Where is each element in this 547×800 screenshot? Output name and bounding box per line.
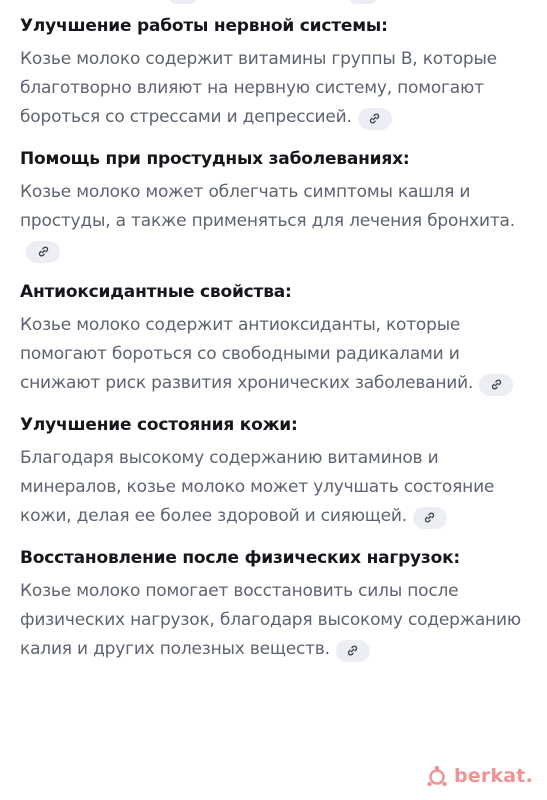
source-link-button[interactable] [479, 374, 513, 396]
section-title: Помощь при простудных заболеваниях: [20, 149, 410, 169]
section-text-block [20, 577, 535, 664]
link-icon [368, 112, 381, 125]
benefit-section-recovery [20, 546, 535, 664]
section-text: Козье молоко содержит витамины группы B, которые благотворно влияют на нервную систему, помогают бороться со стрессами и депрессией. [20, 49, 497, 127]
benefit-section-colds [20, 147, 535, 265]
section-text: Козье молоко помогает восстановить силы после физических нагрузок, благодаря высокому содержанию калия и других полезных веществ. [20, 581, 521, 659]
source-link-button[interactable] [358, 108, 392, 130]
link-icon [490, 378, 503, 391]
section-text-block [20, 45, 535, 132]
article-content [20, 14, 535, 679]
clipped-previous-content [20, 0, 420, 4]
section-text: Козье молоко может облегчать симптомы кашля и простуды, а также применяться для лечения бронхита. [20, 182, 515, 231]
link-icon [346, 644, 359, 657]
benefit-section-nervous-system [20, 14, 535, 132]
section-title: Улучшение состояния кожи: [20, 415, 298, 435]
watermark-text: berkat. [453, 765, 533, 787]
source-link-button[interactable] [26, 241, 60, 263]
berkat-logo-icon [425, 764, 449, 788]
section-text: Козье молоко содержит антиоксиданты, которые помогают бороться со свободными радикалами и снижают риск развития хронических заболеваний. [20, 315, 474, 393]
section-text: Благодаря высокому содержанию витаминов и минералов, козье молоко может улучшать состояние кожи, делая ее более здоровой и сияющей. [20, 448, 495, 526]
source-link-button[interactable] [336, 640, 370, 662]
section-text-block [20, 311, 535, 398]
section-text-block [20, 444, 535, 531]
link-icon [423, 511, 436, 524]
berkat-watermark [425, 764, 533, 788]
benefit-section-skin [20, 413, 535, 531]
source-link-button[interactable] [413, 507, 447, 529]
link-icon [37, 245, 50, 258]
section-title: Антиоксидантные свойства: [20, 282, 292, 302]
section-title: Улучшение работы нервной системы: [20, 16, 388, 36]
benefit-section-antioxidants [20, 280, 535, 398]
section-title: Восстановление после физических нагрузок: [20, 548, 461, 568]
section-text-block [20, 178, 535, 265]
